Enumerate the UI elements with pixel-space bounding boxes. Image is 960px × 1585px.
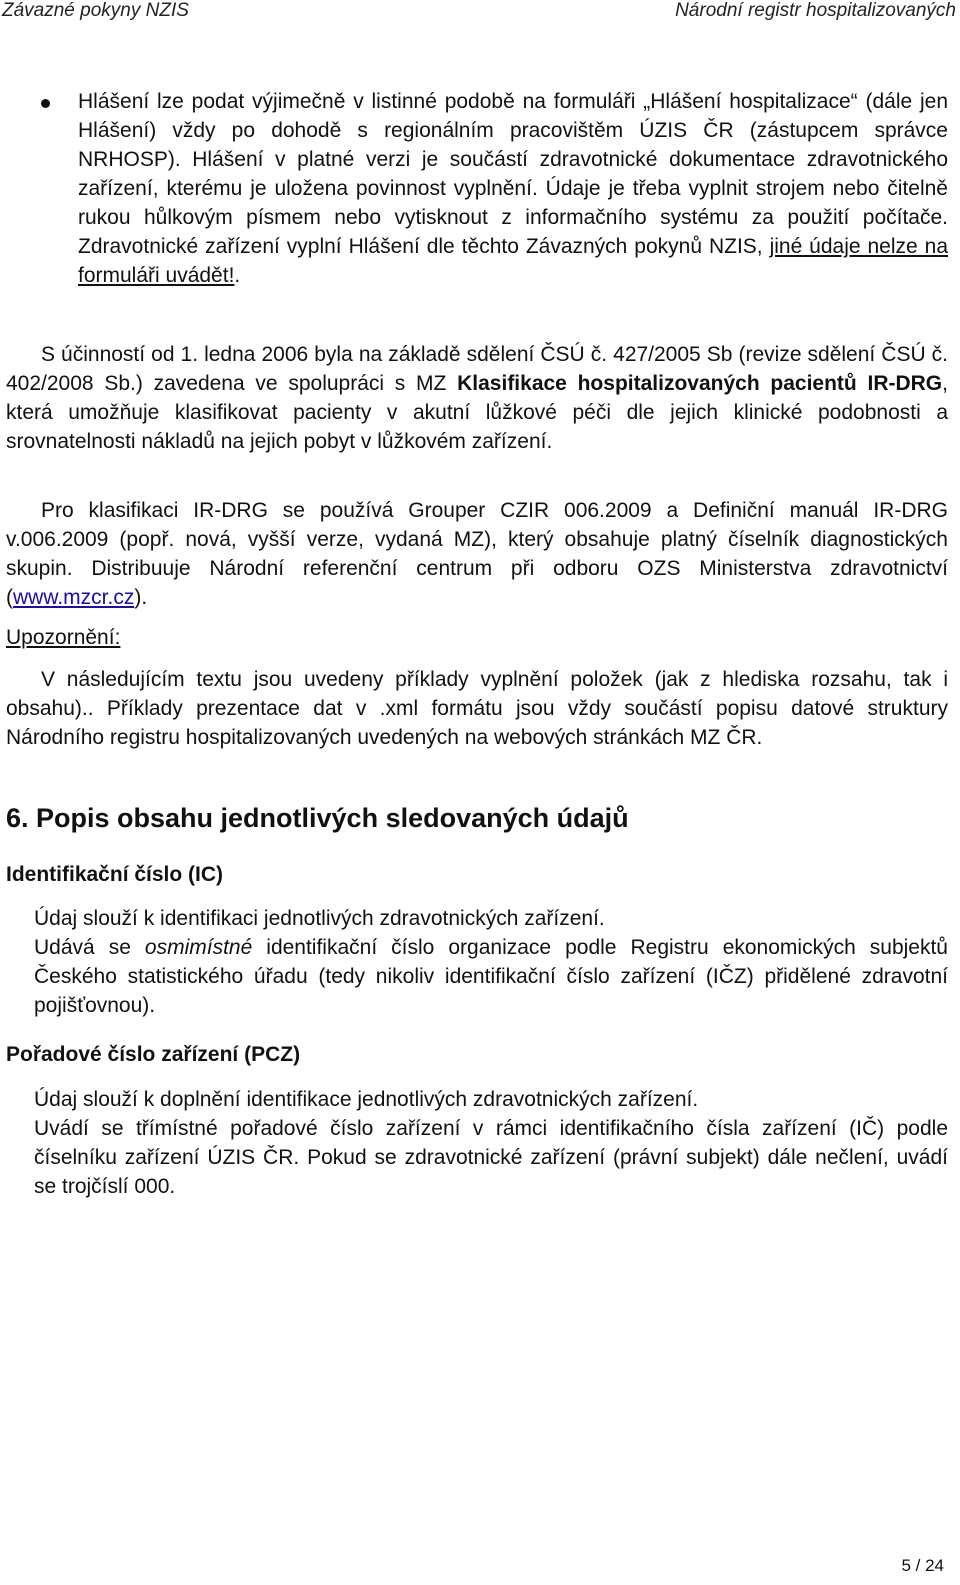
- bullet-underlined-warning: jiné údaje nelze na formuláři uvádět!: [78, 235, 949, 287]
- grouper-paragraph: [6, 496, 948, 612]
- pcz-line-1: Údaj slouží k doplnění identifikace jednotlivých zdravotnických zařízení.: [34, 1088, 699, 1111]
- pcz-heading: Pořadové číslo zařízení (PCZ): [6, 1043, 301, 1066]
- ic-text-a: Udává se: [34, 936, 145, 959]
- section-title: 6. Popis obsahu jednotlivých sledovaných údajů: [6, 803, 629, 833]
- drg-paragraph: [6, 340, 948, 456]
- ic-line-1: Údaj slouží k identifikaci jednotlivých zdravotnických zařízení.: [34, 907, 605, 930]
- ic-italic-word: osmimístné: [144, 936, 253, 959]
- ic-heading: Identifikační číslo (IC): [6, 863, 224, 886]
- bullet-icon: [41, 99, 50, 108]
- mzcr-link[interactable]: www.mzcr.cz: [13, 586, 135, 609]
- pcz-paragraph: Uvádí se třímístné pořadové číslo zařízení v rámci identifikačního čísla zařízení (IČ) podle číselníku zařízení ÚZIS ČR. Pokud se zdravotnické zařízení (právní subjekt) dále nečlení, uvádí se trojčíslí 000.: [34, 1117, 948, 1198]
- ic-paragraph: [6, 933, 948, 1020]
- notice-label: Upozornění:: [6, 626, 121, 649]
- drg-text-b: , která umožňuje klasifikovat pacienty v akutní lůžkové péči dle jejich klinické podobnosti a srovnatelnosti nákladů na jejich pobyt v lůžkovém zařízení.: [6, 372, 948, 453]
- notice-label-paragraph: [6, 623, 948, 652]
- ic-text-b: identifikační číslo organizace podle Registru ekonomických subjektů Českého statistického úřadu (tedy nikoliv identifikační číslo zařízení (IČZ) přidělené zdravotní pojišťovnou).: [34, 936, 948, 1017]
- notice-paragraph: V následujícím textu jsou uvedeny příklady vyplnění položek (jak z hlediska rozsahu, tak i obsahu).. Příklady prezentace dat v .xml formátu jsou vždy součástí popisu datové struktury Národního registru hospitalizovaných uvedených na webových stránkách MZ ČR.: [6, 668, 948, 749]
- drg-classification-name: Klasifikace hospitalizovaných pacientů IR-DRG: [457, 372, 943, 395]
- bullet-text: Hlášení lze podat výjimečně v listinné podobě na formuláři „Hlášení hospitalizace“ (dále jen Hlášení) vždy po dohodě s regionálním pracovištěm ÚZIS ČR (zástupcem správce NRHOSP). Hlášení v platné verzi je součástí zdravotnické dokumentace zdravotnického zařízení, kterému je uložena povinnost vyplnění. Údaje je třeba vyplnit strojem nebo čitelně rukou hůlkovým písmem nebo vytisknout z informačního systému za použití počítače. Zdravotnické zařízení vyplní Hlášení dle těchto Závazných pokynů NZIS,: [78, 90, 948, 258]
- page-header: [0, 0, 960, 24]
- header-registry-title: Národní registr hospitalizovaných: [675, 0, 956, 21]
- grouper-text-b: ).: [134, 586, 148, 609]
- grouper-text-a: Pro klasifikaci IR-DRG se používá Grouper CZIR 006.2009 a Definiční manuál IR-DRG v.006.2009 (popř. nová, vyšší verze, vydaná MZ), který obsahuje platný číselník diagnostických skupin. Distribuuje Národní referenční centrum při odboru OZS Ministerstva zdravotnictví (: [6, 499, 948, 609]
- header-document-title: Závazné pokyny NZIS: [2, 0, 189, 21]
- bullet-text-end: .: [234, 264, 241, 287]
- page-number: 5 / 24: [901, 1556, 944, 1575]
- bullet-paragraph: [78, 87, 948, 290]
- drg-text-a: S účinností od 1. ledna 2006 byla na základě sdělení ČSÚ č. 427/2005 Sb (revize sdělení ČSÚ č. 402/2008 Sb.) zavedena ve spolupráci s MZ: [6, 343, 948, 395]
